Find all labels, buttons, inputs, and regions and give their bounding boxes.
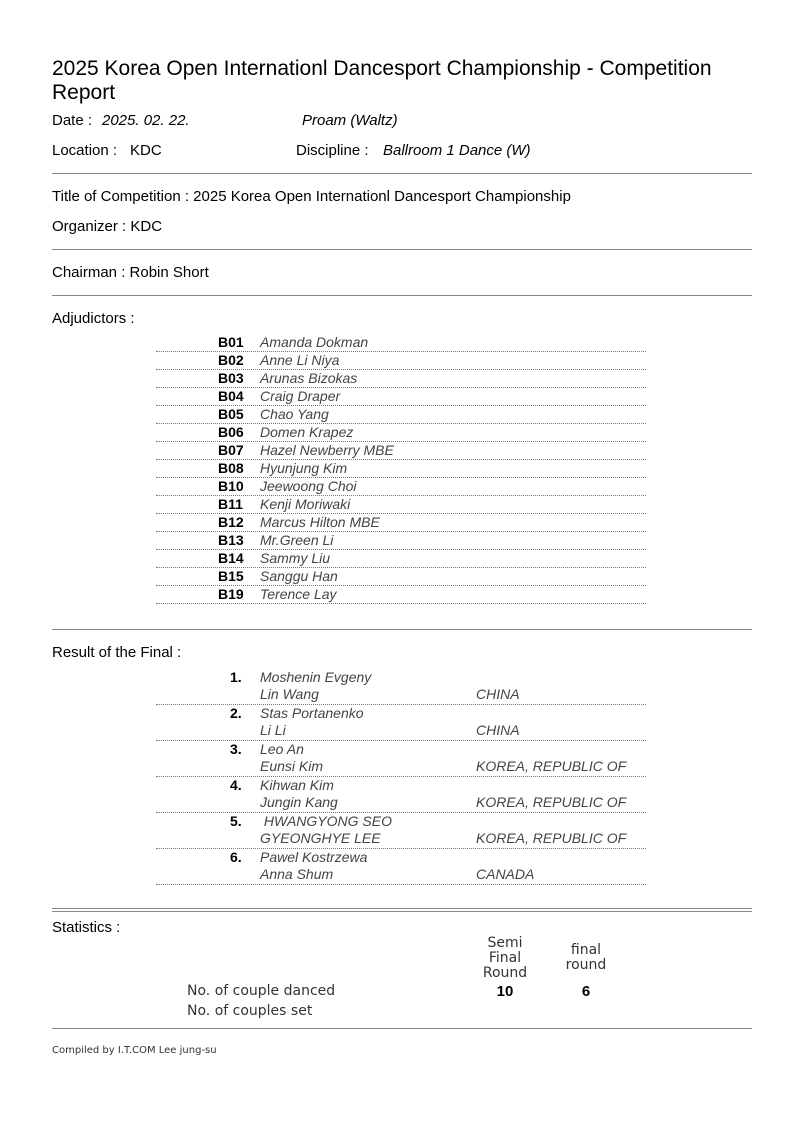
adjudicator-code: B08: [218, 460, 244, 476]
adjudicator-row: [156, 585, 646, 604]
adjudicator-code: B12: [218, 514, 244, 530]
adjudicator-code: B10: [218, 478, 244, 494]
adjudicator-row: [156, 369, 646, 388]
result-partner: Li Li: [260, 722, 286, 738]
result-row: [156, 668, 646, 705]
location-value: KDC: [130, 142, 162, 159]
statistics-heading: Statistics :: [52, 919, 121, 936]
result-partner: Lin Wang: [260, 686, 319, 702]
adjudicator-code: B05: [218, 406, 244, 422]
date-label: Date :: [52, 112, 93, 129]
adjudicator-code: B02: [218, 352, 244, 368]
couples-set-label: No. of couples set: [187, 1003, 313, 1019]
adjudicator-code: B15: [218, 568, 244, 584]
adjudicator-code: B03: [218, 370, 244, 386]
divider: [52, 629, 752, 630]
competition-label: Title of Competition :: [52, 188, 189, 205]
adjudicator-code: B04: [218, 388, 244, 404]
result-leader: Stas Portanenko: [260, 705, 364, 721]
adjudicator-name: Marcus Hilton MBE: [260, 514, 380, 530]
adjudicator-name: Sanggu Han: [260, 568, 338, 584]
adjudicator-name: Domen Krapez: [260, 424, 354, 440]
adjudicator-code: B06: [218, 424, 244, 440]
divider: [52, 1028, 752, 1029]
result-row: [156, 740, 646, 777]
adjudicator-name: Jeewoong Choi: [260, 478, 357, 494]
adjudicator-row: [156, 495, 646, 514]
result-row: [156, 704, 646, 741]
result-partner: Anna Shum: [260, 866, 334, 882]
result-partner: Jungin Kang: [260, 794, 338, 810]
result-row: [156, 848, 646, 885]
competition-title: [52, 188, 571, 205]
adjudicator-row: [156, 549, 646, 568]
chairman-value: Robin Short: [129, 264, 209, 281]
result-rank: 2.: [230, 705, 242, 721]
result-rank: 5.: [230, 813, 242, 829]
double-divider: [52, 908, 752, 912]
adjudicator-code: B07: [218, 442, 244, 458]
adjudicator-row: [156, 513, 646, 532]
adjudicator-code: B01: [218, 334, 244, 350]
result-rank: 3.: [230, 741, 242, 757]
adjudicator-row: [156, 423, 646, 442]
adjudicator-row: [156, 567, 646, 586]
result-country: KOREA, REPUBLIC OF: [476, 758, 627, 774]
adjudicator-code: B14: [218, 550, 244, 566]
organizer-value: KDC: [130, 218, 163, 235]
adjudicator-name: Kenji Moriwaki: [260, 496, 351, 512]
result-leader: Kihwan Kim: [260, 777, 334, 793]
result-partner: Eunsi Kim: [260, 758, 324, 774]
adjudicator-row: [156, 477, 646, 496]
result-country: CANADA: [476, 866, 535, 882]
adjudicators-heading: Adjudictors :: [52, 310, 135, 327]
result-row: [156, 776, 646, 813]
adjudicator-code: B19: [218, 586, 244, 602]
result-leader: Moshenin Evgeny: [260, 669, 372, 685]
divider: [52, 173, 752, 174]
result-country: CHINA: [476, 722, 520, 738]
discipline-value: Ballroom 1 Dance (W): [383, 142, 531, 159]
adjudicator-name: Mr.Green Li: [260, 532, 334, 548]
compiled-by: Compiled by I.T.COM Lee jung-su: [52, 1045, 217, 1056]
adjudicator-row: [156, 387, 646, 406]
organizer-label: Organizer :: [52, 218, 127, 235]
result-country: CHINA: [476, 686, 520, 702]
adjudicator-name: Anne Li Niya: [260, 352, 340, 368]
result-rank: 6.: [230, 849, 242, 865]
adjudicator-name: Chao Yang: [260, 406, 329, 422]
divider: [52, 295, 752, 296]
final-heading: Result of the Final :: [52, 644, 182, 661]
adjudicator-row: [156, 351, 646, 370]
adjudicator-name: Craig Draper: [260, 388, 341, 404]
adjudicator-row: [156, 441, 646, 460]
adjudicator-row: [156, 459, 646, 478]
couples-danced-label: No. of couple danced: [187, 983, 336, 999]
final-round-header: final round: [565, 942, 607, 973]
result-rank: 1.: [230, 669, 242, 685]
adjudicator-name: Terence Lay: [260, 586, 337, 602]
couples-danced-final: 6: [581, 983, 591, 1000]
adjudicator-name: Hyunjung Kim: [260, 460, 348, 476]
adjudicator-row: [156, 531, 646, 550]
semi-final-header: Semi Final Round: [482, 935, 528, 981]
date-value: 2025. 02. 22.: [102, 112, 190, 129]
couples-danced-semi: 10: [496, 983, 514, 1000]
result-rank: 4.: [230, 777, 242, 793]
divider: [52, 249, 752, 250]
page-title: 2025 Korea Open Internationl Dancesport Championship - Competition Report: [52, 57, 712, 104]
organizer: [52, 218, 162, 235]
adjudicator-code: B13: [218, 532, 244, 548]
result-country: KOREA, REPUBLIC OF: [476, 830, 627, 846]
result-leader: Leo An: [260, 741, 304, 757]
result-leader: Pawel Kostrzewa: [260, 849, 368, 865]
chairman: [52, 264, 209, 281]
adjudicator-name: Arunas Bizokas: [260, 370, 358, 386]
result-leader: HWANGYONG SEO: [260, 813, 392, 829]
adjudicator-name: Amanda Dokman: [260, 334, 369, 350]
adjudicator-row: [156, 405, 646, 424]
result-partner: GYEONGHYE LEE: [260, 830, 381, 846]
adjudicator-name: Sammy Liu: [260, 550, 331, 566]
adjudicator-code: B11: [218, 496, 243, 512]
location-label: Location :: [52, 142, 118, 159]
competition-value: 2025 Korea Open Internationl Dancesport Championship: [193, 188, 571, 205]
adjudicator-name: Hazel Newberry MBE: [260, 442, 394, 458]
result-row: [156, 812, 646, 849]
chairman-label: Chairman :: [52, 264, 126, 281]
result-country: KOREA, REPUBLIC OF: [476, 794, 627, 810]
event-name: Proam (Waltz): [302, 112, 398, 129]
adjudicator-row: [156, 333, 646, 352]
discipline-label: Discipline :: [296, 142, 369, 159]
